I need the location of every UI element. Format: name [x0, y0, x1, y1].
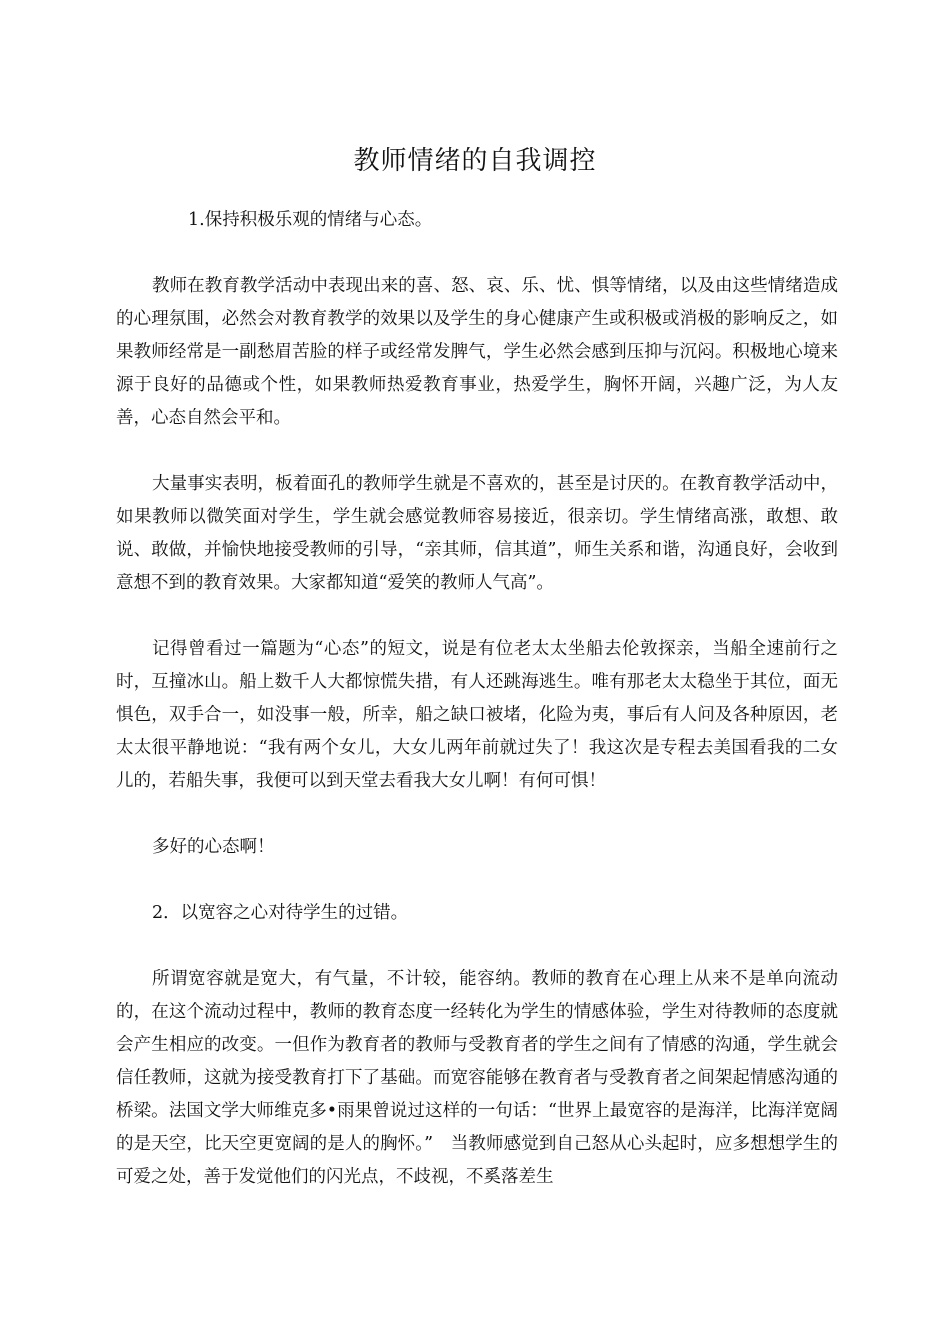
spacer: [116, 435, 838, 468]
document-body: [116, 204, 838, 1194]
spacer: [116, 600, 838, 633]
spacer: [116, 798, 838, 831]
paragraph-5: 所谓宽容就是宽大，有气量，不计较，能容纳。教师的教育在心理上从来不是单向流动的，在这个流动过程中，教师的教育态度一经转化为学生的情感体验，学生对待教师的态度就会产生相应的改变。一但作为教育者的教师与受教育者的学生之间有了情感的沟通，学生就会信任教师，这就为接受教育打下了基础。而宽容能够在教育者与受教育者之间架起情感沟通的桥梁。法国文学大师维克多•雨果曾说过这样的一句话：“世界上最宽容的是海洋，比海洋宽阔的是天空，比天空更宽阔的是人的胸怀。” 当教师感觉到自己怒从心头起时，应多想想学生的可爱之处，善于发觉他们的闪光点，不歧视，不奚落差生: [116, 969, 838, 1187]
paragraph-1: 教师在教育教学活动中表现出来的喜、怒、哀、乐、忧、惧等情绪，以及由这些情绪造成的心理氛围，必然会对教育教学的效果以及学生的身心健康产生或积极或消极的影响反之，如果教师经常是一副愁眉苦脸的样子或经常发脾气，学生必然会感到压抑与沉闷。积极地心境来源于良好的品德或个性，如果教师热爱教育事业，热爱学生，胸怀开阔，兴趣广泛，为人友善，心态自然会平和。: [116, 276, 838, 428]
section-heading-1: 1.保持积极乐观的情绪与心态。: [188, 210, 433, 230]
paragraph-4: 多好的心态啊！: [152, 837, 275, 857]
spacer: [116, 864, 838, 897]
spacer: [116, 930, 838, 963]
paragraph-2: 大量事实表明，板着面孔的教师学生就是不喜欢的，甚至是讨厌的。在教育教学活动中，如果教师以微笑面对学生，学生就会感觉教师容易接近，很亲切。学生情绪高涨，敢想、敢说、敢做，并愉快地接受教师的引导，“亲其师，信其道”，师生关系和谐，沟通良好，会收到意想不到的教育效果。大家都知道“爱笑的教师人气高”。: [116, 474, 838, 593]
paragraph-3: 记得曾看过一篇题为“心态”的短文，说是有位老太太坐船去伦敦探亲，当船全速前行之时，互撞冰山。船上数千人大都惊慌失措，有人还跳海逃生。唯有那老太太稳坐于其位，面无惧色，双手合一，如没事一般，所幸，船之缺口被堵，化险为夷，事后有人问及各种原因，老太太很平静地说：“我有两个女儿，大女儿两年前就过失了！我这次是专程去美国看我的二女儿的，若船失事，我便可以到天堂去看我大女儿啊！有何可惧！: [116, 639, 838, 791]
document-title: 教师情绪的自我调控: [353, 146, 597, 176]
section-heading-2: 2．以宽容之心对待学生的过错。: [152, 903, 409, 923]
spacer: [116, 237, 838, 270]
